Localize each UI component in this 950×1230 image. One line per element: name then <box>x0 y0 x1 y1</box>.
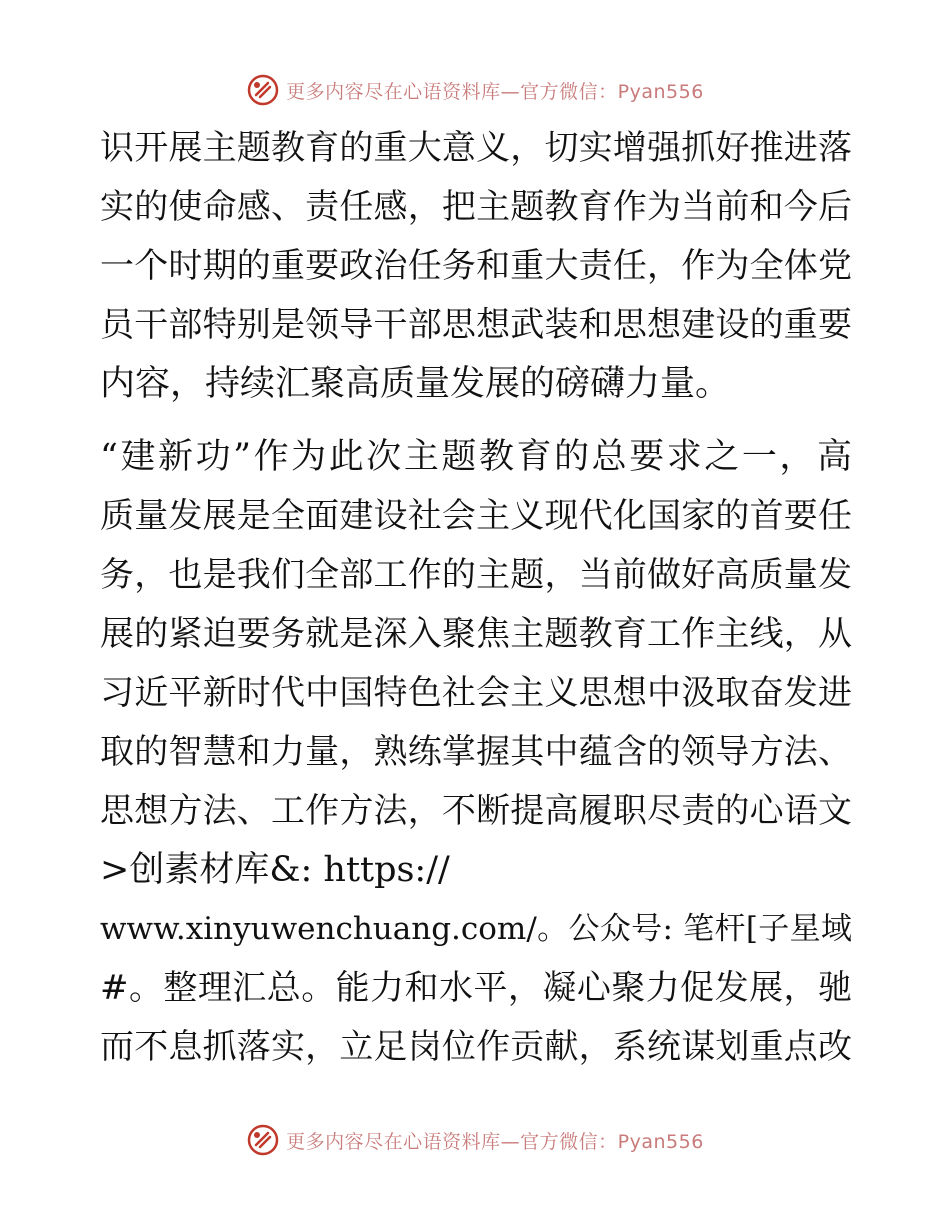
text-line: 务，也是我们全部工作的主题，当前做好高质量发 <box>100 555 852 595</box>
text-line: “建新功”作为此次主题教育的总要求之一，高 <box>100 437 852 477</box>
text-line: 质量发展是全面建设社会主义现代化国家的首要任 <box>100 496 852 536</box>
seal-logo-icon <box>246 1123 280 1157</box>
text-line: www.xinyuwenchuang.com/。公众号: 笔杆[子星域 <box>100 911 852 947</box>
text-line: 实的使命感、责任感，把主题教育作为当前和今后 <box>100 187 852 227</box>
paragraph-2 <box>100 428 852 1077</box>
text-line: >创素材库&: https:// <box>100 850 450 890</box>
text-line: 一个时期的重要政治任务和重大责任，作为全体党 <box>100 246 852 286</box>
header-banner-text: 更多内容尽在心语资料库—官方微信：Pyan556 <box>286 80 704 103</box>
text-line: 取的智慧和力量，熟练掌握其中蕴含的领导方法、 <box>100 732 852 772</box>
text-line: 员干部特别是领导干部思想武装和思想建设的重要 <box>100 305 852 345</box>
header-banner <box>0 70 950 110</box>
text-line: #。整理汇总。能力和水平，凝心聚力促发展，驰 <box>100 968 852 1008</box>
paragraph-1 <box>100 119 852 414</box>
footer-banner-text: 更多内容尽在心语资料库—官方微信：Pyan556 <box>286 1130 704 1153</box>
footer-banner <box>0 1120 950 1160</box>
text-line: 内容，持续汇聚高质量发展的磅礴力量。 <box>100 364 731 404</box>
text-line: 识开展主题教育的重大意义，切实增强抓好推进落 <box>100 128 852 168</box>
text-line: 展的紧迫要务就是深入聚焦主题教育工作主线，从 <box>100 614 852 654</box>
text-line: 习近平新时代中国特色社会主义思想中汲取奋发进 <box>100 673 852 713</box>
text-line: 思想方法、工作方法，不断提高履职尽责的心语文 <box>100 791 852 831</box>
text-line: 而不息抓落实，立足岗位作贡献，系统谋划重点改 <box>100 1027 852 1067</box>
document-body <box>100 119 852 1077</box>
seal-logo-icon <box>246 73 280 107</box>
